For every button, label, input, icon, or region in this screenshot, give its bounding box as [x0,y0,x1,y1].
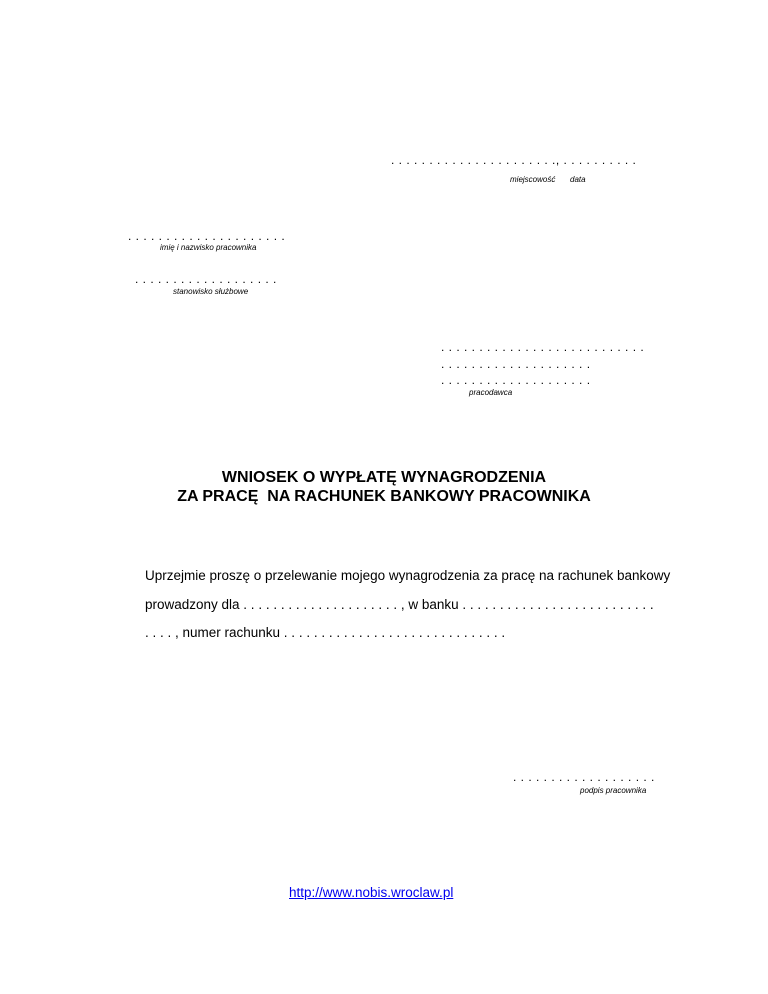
employer-line-1: . . . . . . . . . . . . . . . . . . . . . . . . . . . [441,340,645,354]
document-title-line-1: WNIOSEK O WYPŁATĘ WYNAGRODZENIA [221,469,547,486]
place-date-dots: . . . . . . . . . . . . . . . . . . . . . ., . . . . . . . . . . [391,153,637,167]
place-caption: miejscowość [510,175,556,184]
signature-caption: podpis pracownika [580,786,647,795]
body-line-1: Uprzejmie proszę o przelewanie mojego wynagrodzenia za pracę na rachunek bankowy [145,568,671,583]
position-dots: . . . . . . . . . . . . . . . . . . . [135,272,277,286]
employer-line-2: . . . . . . . . . . . . . . . . . . . . [441,357,591,371]
document-title-line-2: ZA PRACĘ NA RACHUNEK BANKOWY PRACOWNIKA [177,488,591,505]
body-line-3: . . . . , numer rachunku . . . . . . . . . . . . . . . . . . . . . . . . . . . . . . [145,625,506,640]
employee-name-caption: imię i nazwisko pracownika [160,243,257,252]
employee-name-dots: . . . . . . . . . . . . . . . . . . . . . [128,229,286,243]
employer-line-3: . . . . . . . . . . . . . . . . . . . . [441,373,591,387]
date-caption: data [570,175,586,184]
website-link[interactable]: http://www.nobis.wroclaw.pl [289,885,454,900]
body-line-2: prowadzony dla . . . . . . . . . . . . . . . . . . . . . , w banku . . . . . . . . . . . . . . . . . . . . . . . . . . [145,597,654,612]
employer-caption: pracodawca [469,388,513,397]
signature-dots: . . . . . . . . . . . . . . . . . . . [513,770,655,784]
position-caption: stanowisko służbowe [173,287,249,296]
